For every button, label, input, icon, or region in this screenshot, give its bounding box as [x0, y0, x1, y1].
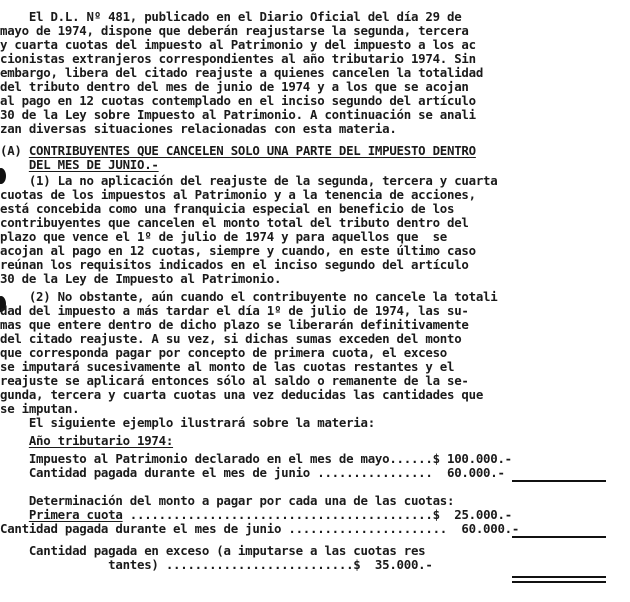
determination-line: Determinación del monto a pagar por cada una de las cuotas: [0, 493, 455, 508]
section-a-label: (A) [0, 143, 29, 158]
intro-line: zan diversas situaciones relacionadas con esta materia. [0, 121, 397, 136]
para2-line: que corresponda pagar por concepto de primera cuota, el exceso [0, 345, 448, 360]
section-a-heading-cont [0, 158, 159, 172]
total-rule [512, 480, 606, 482]
para2-line: se imputará sucesivamente al monto de las cuotas restantes y el [0, 359, 455, 374]
para2-line: dad del impuesto a más tardar el día 1º de julio de 1974, las su- [0, 303, 469, 318]
excess-line-cont: tantes) ..........................$ 35.000.- [0, 557, 433, 572]
section-a-title-cont: DEL MES DE JUNIO.- [28, 157, 159, 172]
intro-line: 30 de la Ley sobre Impuesto al Patrimonio. A continuación se anali [0, 107, 476, 122]
para2-line: (2) No obstante, aún cuando el contribuyente no cancele la totali [0, 289, 498, 304]
para1-line: (1) La no aplicación del reajuste de la segunda, tercera y cuarta [0, 173, 498, 188]
intro-line: del tributo dentro del mes de junio de 1974 y a los que se acojan [0, 79, 469, 94]
intro-line: mayo de 1974, dispone que deberán reajustarse la segunda, tercera [0, 23, 469, 38]
year-heading: Año tributario 1974: [28, 433, 174, 448]
para2-line: se imputan. [0, 401, 80, 416]
intro-line: al pago en 12 cuotas contemplado en el inciso segundo del artículo [0, 93, 476, 108]
intro-line: embargo, libera del citado reajuste a quienes cancelen la totalidad [0, 65, 484, 80]
para2-line: mas que entere dentro de dicho plazo se liberarán definitivamente [0, 317, 469, 332]
first-quota-value: ..........................................$ 25.000.- [122, 507, 512, 522]
para1-line: acojan al pago en 12 cuotas, siempre y cuando, en este último caso [0, 243, 476, 258]
row-declared: Impuesto al Patrimonio declarado en el mes de mayo......$ 100.000.- [0, 451, 512, 466]
para1-line: plazo que vence el 1º de julio de 1974 y para aquellos que se [0, 229, 448, 244]
para2-line: del citado reajuste. A su vez, si dichas sumas exceden del monto [0, 331, 462, 346]
para1-line: 30 de la Ley de Impuesto al Patrimonio. [0, 271, 282, 286]
para1-line: está concebida como una franquicia especial en beneficio de los [0, 201, 455, 216]
section-a-heading [0, 144, 476, 158]
para1-line: reúnan los requisitos indicados en el inciso segundo del artículo [0, 257, 469, 272]
para2-line: gunda, tercera y cuarta cuotas una vez deducidas las cantidades que [0, 387, 484, 402]
intro-line: y cuarta cuotas del impuesto al Patrimonio y del impuesto a los ac [0, 37, 476, 52]
para2-line: reajuste se aplicará entonces sólo al saldo o remanente de la se- [0, 373, 469, 388]
intro-line: cionistas extranjeros correspondientes al año tributario 1974. Sin [0, 51, 476, 66]
subtotal-rule [512, 536, 606, 538]
year-heading-line [0, 434, 173, 448]
first-quota-label: Primera cuota [28, 507, 123, 522]
first-quota-row [0, 508, 512, 522]
para1-line: cuotas de los impuestos al Patrimonio y a la tenencia de acciones, [0, 187, 476, 202]
final-rule-bottom [512, 581, 606, 583]
intro-line: El D.L. Nº 481, publicado en el Diario Oficial del día 29 de [0, 9, 462, 24]
excess-line: Cantidad pagada en exceso (a imputarse a las cuotas res [0, 543, 426, 558]
example-intro: El siguiente ejemplo ilustrará sobre la materia: [0, 415, 375, 430]
section-a-title: CONTRIBUYENTES QUE CANCELEN SOLO UNA PARTE DEL IMPUESTO DENTRO [28, 143, 476, 158]
para1-line: contribuyentes que cancelen el monto total del tributo dentro del [0, 215, 469, 230]
row-paid-2: Cantidad pagada durante el mes de junio ...................... 60.000.- [0, 521, 520, 536]
final-rule-top [512, 576, 606, 578]
row-paid: Cantidad pagada durante el mes de junio ................ 60.000.- [0, 465, 505, 480]
